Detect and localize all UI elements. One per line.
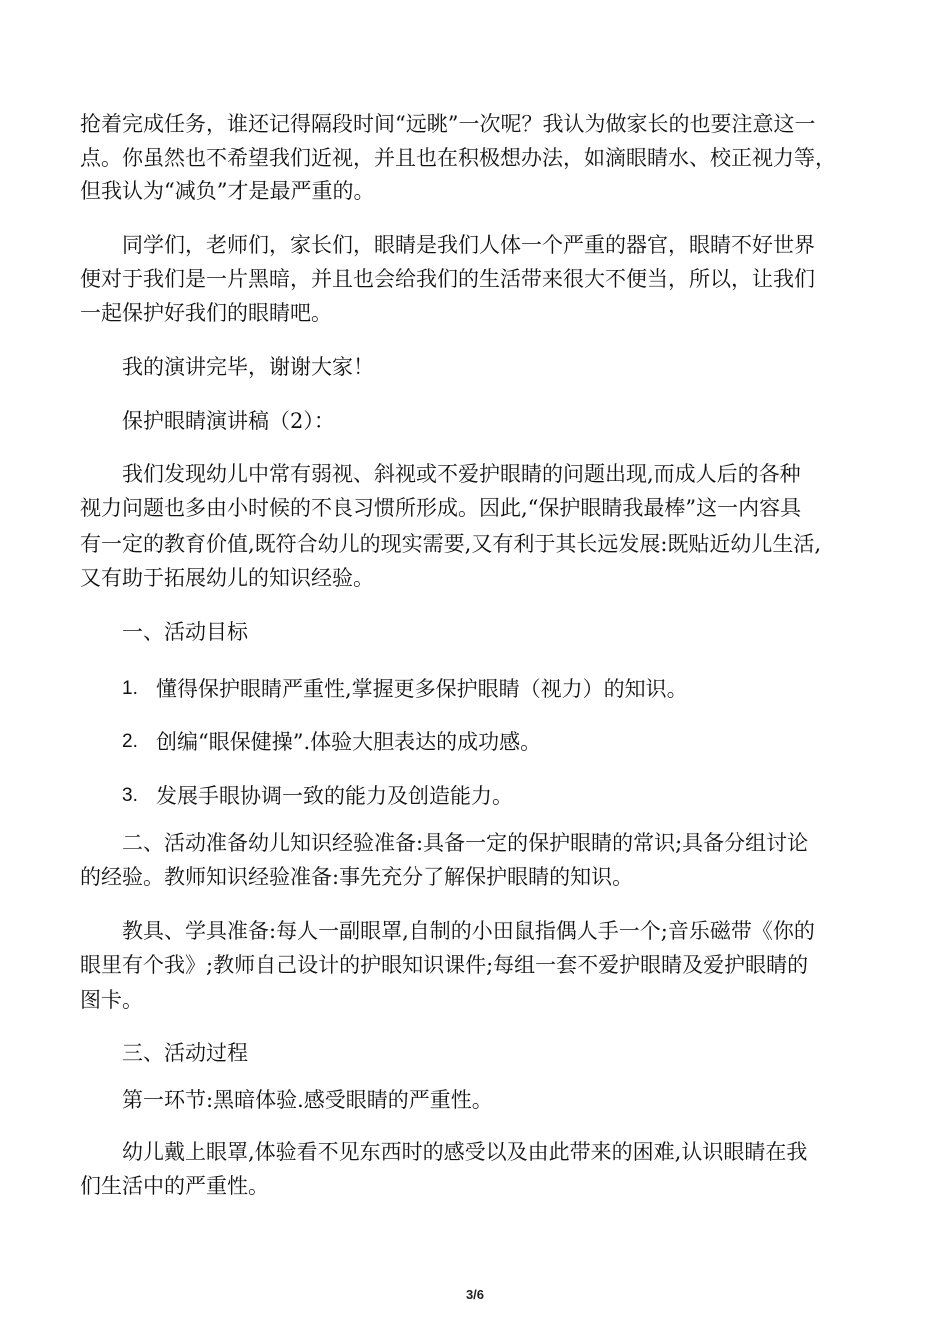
paragraph-line: 抢着完成任务，谁还记得隔段时间“远眺”一次呢？我认为做家长的也要注意这一 xyxy=(80,112,816,136)
list-item-number: 2. xyxy=(122,731,138,752)
section-title: 保护眼睛演讲稿（2）： xyxy=(122,409,335,433)
paragraph-line: 们生活中的严重性。 xyxy=(80,1174,269,1198)
section-heading: 三、活动过程 xyxy=(122,1041,248,1065)
paragraph-line: 我的演讲完毕，谢谢大家！ xyxy=(122,355,374,379)
paragraph-line: 眼里有个我》;教师自己设计的护眼知识课件;每组一套不爱护眼睛及爱护眼睛的 xyxy=(80,953,809,977)
paragraph-line: 又有助于拓展幼儿的知识经验。 xyxy=(80,566,374,590)
list-item-text: 懂得保护眼睛严重性,掌握更多保护眼睛（视力）的知识。 xyxy=(156,677,688,701)
paragraph-line: 图卡。 xyxy=(80,988,143,1012)
paragraph-line: 有一定的教育价值,既符合幼儿的现实需要,又有利于其长远发展:既贴近幼儿生活, xyxy=(80,532,822,556)
paragraph-line: 二、活动准备幼儿知识经验准备:具备一定的保护眼睛的常识;具备分组讨论 xyxy=(122,831,809,855)
page-number: 3/6 xyxy=(465,1287,485,1302)
paragraph-line: 幼儿戴上眼罩,体验看不见东西时的感受以及由此带来的困难,认识眼睛在我 xyxy=(122,1140,808,1164)
paragraph-line: 一起保护好我们的眼睛吧。 xyxy=(80,301,332,325)
paragraph-line: 同学们，老师们，家长们，眼睛是我们人体一个严重的器官，眼睛不好世界 xyxy=(122,233,815,257)
paragraph-line: 我们发现幼儿中常有弱视、斜视或不爱护眼睛的问题出现,而成人后的各种 xyxy=(122,462,801,486)
paragraph-line: 但我认为“减负”才是最严重的。 xyxy=(80,179,375,203)
list-item-text: 发展手眼协调一致的能力及创造能力。 xyxy=(156,784,513,808)
list-item-text: 创编“眼保健操”.体验大胆表达的成功感。 xyxy=(156,730,542,754)
paragraph-line: 的经验。教师知识经验准备:事先充分了解保护眼睛的知识。 xyxy=(80,865,634,889)
paragraph-line: 教具、学具准备:每人一副眼罩,自制的小田鼠指偶人手一个;音乐磁带《你的 xyxy=(122,919,815,943)
section-heading: 一、活动目标 xyxy=(122,620,248,644)
list-item-number: 1. xyxy=(122,678,138,699)
paragraph-line: 便对于我们是一片黑暗，并且也会给我们的生活带来很大不便当，所以，让我们 xyxy=(80,267,815,291)
paragraph-line: 第一环节:黑暗体验.感受眼睛的严重性。 xyxy=(122,1088,493,1112)
paragraph-line: 视力问题也多由小时候的不良习惯所形成。因此,“保护眼睛我最棒”这一内容具 xyxy=(80,496,802,520)
list-item-number: 3. xyxy=(122,785,138,806)
paragraph-line: 点。你虽然也不希望我们近视，并且也在积极想办法，如滴眼睛水、校正视力等， xyxy=(80,146,836,170)
